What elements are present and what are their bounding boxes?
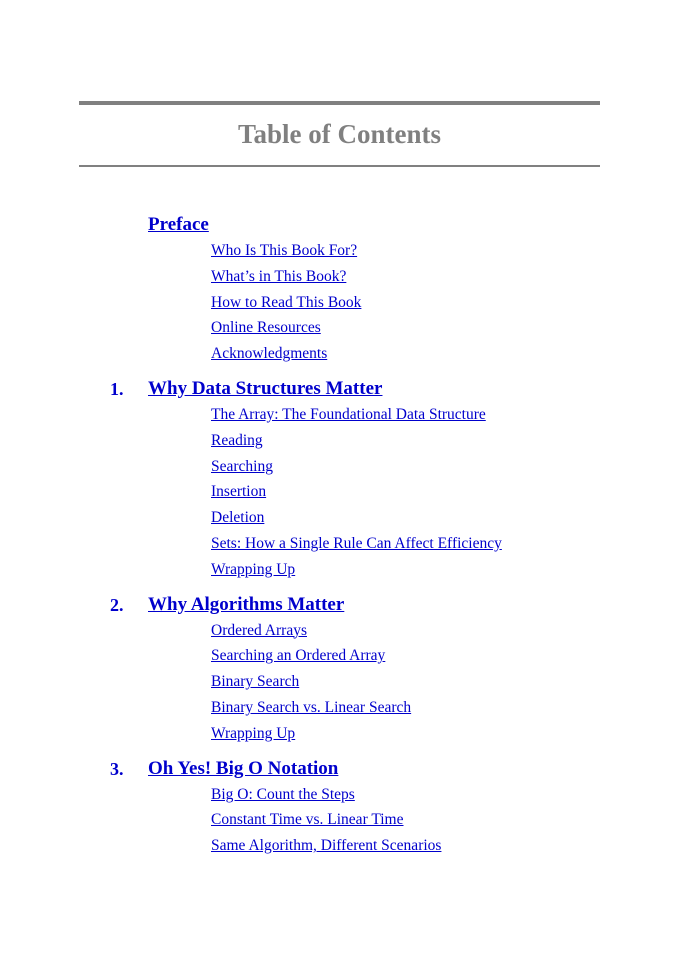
toc-chapter <box>0 376 678 583</box>
list-item <box>0 505 678 531</box>
chapter-heading <box>0 212 678 238</box>
chapter-title-link[interactable]: Oh Yes! Big O Notation <box>148 757 339 779</box>
section-link[interactable]: How to Read This Book <box>211 293 362 311</box>
section-link[interactable]: The Array: The Foundational Data Structure <box>211 405 486 423</box>
list-item <box>0 341 678 367</box>
list-item <box>0 782 678 808</box>
chapter-heading <box>0 592 678 618</box>
section-link[interactable]: Binary Search <box>211 673 300 691</box>
section-list <box>0 782 678 859</box>
section-link[interactable]: Reading <box>211 431 263 449</box>
list-item <box>0 807 678 833</box>
chapter-heading <box>0 376 678 402</box>
list-item <box>0 833 678 859</box>
section-link[interactable]: Searching an Ordered Array <box>211 647 386 665</box>
section-link[interactable]: Sets: How a Single Rule Can Affect Efficiency <box>211 534 502 552</box>
list-item <box>0 428 678 454</box>
chapter-title-link[interactable]: Why Algorithms Matter <box>148 593 345 615</box>
list-item <box>0 479 678 505</box>
section-link[interactable]: Who Is This Book For? <box>211 242 358 259</box>
chapter-heading <box>0 756 678 782</box>
list-item <box>0 695 678 721</box>
list-item <box>0 454 678 480</box>
section-link[interactable]: Binary Search vs. Linear Search <box>211 698 412 716</box>
top-rule <box>79 101 600 105</box>
list-item <box>0 669 678 695</box>
section-link[interactable]: Insertion <box>211 483 267 501</box>
table-of-contents <box>0 212 678 868</box>
list-item <box>0 238 678 264</box>
section-list <box>0 238 678 367</box>
list-item <box>0 402 678 428</box>
section-link[interactable]: Wrapping Up <box>211 560 296 578</box>
chapter-title-link[interactable]: Why Data Structures Matter <box>148 377 383 399</box>
section-list <box>0 402 678 583</box>
list-item <box>0 315 678 341</box>
list-item <box>0 721 678 747</box>
list-item <box>0 531 678 557</box>
section-link[interactable]: Wrapping Up <box>211 724 296 742</box>
toc-chapter <box>0 212 678 367</box>
section-link[interactable]: Acknowledgments <box>211 345 328 363</box>
bottom-rule <box>79 165 600 167</box>
chapter-number: 3. <box>110 758 124 779</box>
section-link[interactable]: Constant Time vs. Linear Time <box>211 811 404 829</box>
list-item <box>0 618 678 644</box>
section-list <box>0 618 678 747</box>
list-item <box>0 290 678 316</box>
list-item <box>0 264 678 290</box>
toc-chapter <box>0 756 678 859</box>
section-link[interactable]: Big O: Count the Steps <box>211 785 355 803</box>
chapter-number: 2. <box>110 594 124 615</box>
chapter-title-link[interactable]: Preface <box>148 214 209 235</box>
section-link[interactable]: Searching <box>211 457 273 475</box>
section-link[interactable]: Ordered Arrays <box>211 621 307 639</box>
list-item <box>0 643 678 669</box>
section-link[interactable]: Online Resources <box>211 319 321 337</box>
section-link[interactable]: Deletion <box>211 509 265 527</box>
chapter-number: 1. <box>110 378 124 399</box>
section-link[interactable]: What’s in This Book? <box>211 267 347 285</box>
section-link[interactable]: Same Algorithm, Different Scenarios <box>211 837 442 855</box>
toc-chapter <box>0 592 678 747</box>
list-item <box>0 557 678 583</box>
page-title: Table of Contents <box>237 119 442 149</box>
